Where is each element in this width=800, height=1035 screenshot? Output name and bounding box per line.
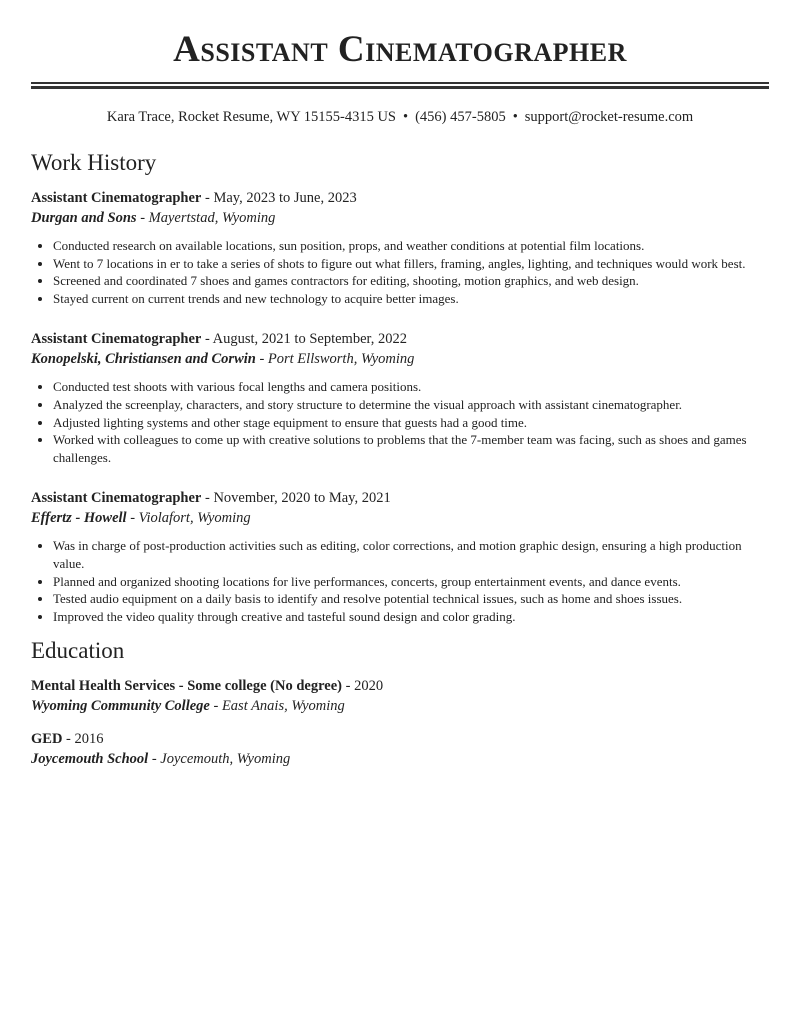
contact-phone: (456) 457-5805 [415,109,506,125]
job-bullet: • Adjusted lighting systems and other stage equipment to ensure that guests had a good time. [53,414,769,432]
job-bullet: • Analyzed the screenplay, characters, and story structure to determine the visual approach with assistant cinematographer. [53,396,769,414]
job-location: - Port Ellsworth, Wyoming [255,351,415,368]
job-role: Assistant Cinematographer [31,190,202,206]
job-bullet: • Conducted test shoots with various focal lengths and camera positions. [53,378,769,396]
job-title-line [31,188,769,208]
job-entry [31,329,769,466]
education-heading: Education [31,638,125,664]
education-school: Wyoming Community College [31,698,210,715]
job-dates: - May, 2023 to June, 2023 [201,190,357,206]
job-bullets [31,378,769,466]
education-year: - 2016 [62,731,104,748]
job-bullet: • Conducted research on available locations, sun position, props, and weather conditions at potential film locations. [53,237,769,255]
job-bullet: • Screened and coordinated 7 shoes and games contractors for editing, shooting, motion graphics, and web design. [53,272,769,290]
education-location: - Joycemouth, Wyoming [148,751,291,768]
contact-email: support@rocket-resume.com [524,109,694,125]
education-degree: Mental Health Services - Some college (No degree) [31,678,342,695]
job-bullet: • Improved the video quality through creative and tasteful sound design and color grading. [53,608,769,626]
title-divider [31,82,769,89]
work-history-heading: Work History [31,150,157,175]
job-bullet: • Worked with colleagues to come up with creative solutions to problems that the 7-member team was facing, such as shoes and games challenges. [53,431,769,466]
job-role: Assistant Cinematographer [31,331,202,348]
education-degree-line [31,676,769,696]
job-location: - Violafort, Wyoming [126,510,251,527]
job-company-line [31,349,769,369]
job-bullet: • Went to 7 locations in er to take a series of shots to figure out what fillers, framing, angles, lighting, and techniques would work best. [53,255,769,273]
job-bullet: • Planned and organized shooting locations for live performances, concerts, group entertainment events, and dance events. [53,573,769,591]
contact-address: Kara Trace, Rocket Resume, WY 15155-4315 US [106,109,396,125]
contact-line [31,107,769,127]
education-degree: GED [31,731,63,748]
job-bullet: • Stayed current on current trends and new technology to acquire better images. [53,290,769,308]
job-entry [31,488,769,625]
contact-separator: • [512,109,518,125]
education-entry [31,729,769,769]
education-degree-line [31,729,769,749]
job-location: - Mayertstad, Wyoming [136,210,276,226]
job-role: Assistant Cinematographer [31,490,202,507]
education-school-line [31,696,769,716]
job-entry [31,188,769,307]
contact-separator: • [403,109,409,125]
job-company: Konopelski, Christiansen and Corwin [31,351,256,368]
job-bullet: • Was in charge of post-production activities such as editing, color corrections, and motion graphic design, ensuring a high production value. [53,537,769,572]
job-company: Durgan and Sons [31,210,137,226]
job-company-line [31,508,769,528]
job-title-line [31,329,769,349]
education-entry [31,676,769,716]
education-school: Joycemouth School [31,751,149,768]
education-location: - East Anais, Wyoming [209,698,345,715]
job-company: Effertz - Howell [31,510,127,527]
job-dates: - August, 2021 to September, 2022 [201,331,408,348]
job-dates: - November, 2020 to May, 2021 [201,490,391,507]
job-bullets [31,237,769,307]
education-school-line [31,749,769,769]
job-bullet: • Tested audio equipment on a daily basis to identify and resolve potential technical issues, such as home and shoes issues. [53,590,769,608]
job-title-line [31,488,769,508]
job-company-line [31,208,769,228]
education-year: - 2020 [341,678,384,695]
job-bullets [31,537,769,625]
resume-title: Assistant Cinematographer [173,29,627,70]
